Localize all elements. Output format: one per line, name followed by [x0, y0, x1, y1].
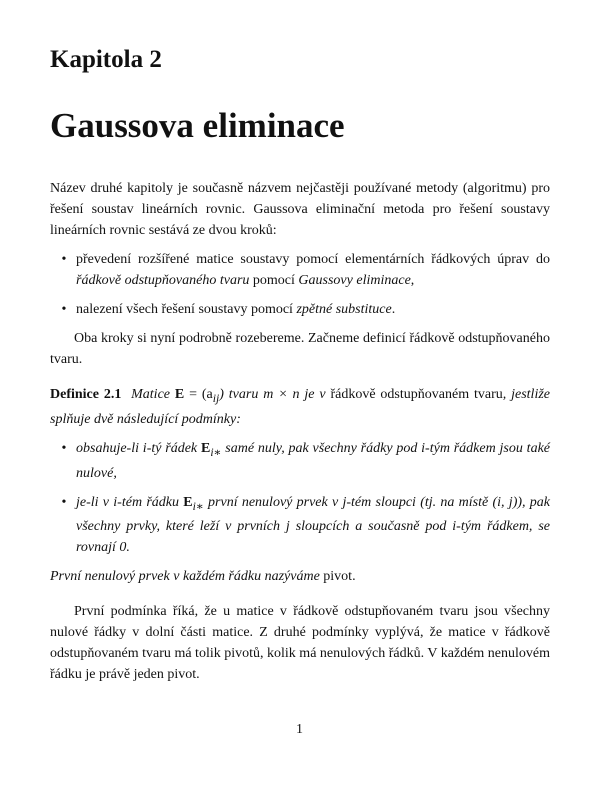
definition-text: = (a: [184, 387, 213, 402]
step-term: řádkově odstupňovaného tvaru: [76, 273, 250, 288]
condition-text: obsahuje-li i-tý řádek: [76, 440, 201, 456]
step-text: pomocí: [249, 273, 299, 288]
definition-text: ) tvaru m × n je v: [219, 387, 331, 402]
document-page: [50, 42, 550, 685]
pivot-text: .: [352, 569, 356, 585]
definition-text: , jestliže splňuje dvě následující podmínky:: [50, 387, 550, 427]
bullet-icon: •: [61, 494, 67, 510]
bullet-icon: •: [61, 440, 67, 456]
bullet-icon: •: [61, 302, 67, 317]
chapter-label: Kapitola 2: [50, 46, 162, 73]
condition-text: první nenulový prvek v j-tém sloupci (tj. na místě (i, j)), pak všechny prvky, které leží v prvních j sloupcích a současně pod i-tým řádkem, se rovnají 0.: [76, 494, 550, 556]
step-text: převedení rozšířené matice soustavy pomocí elementárních řádkových úprav do: [76, 252, 550, 267]
definition-block: [50, 384, 550, 558]
step-term: Gaussovy eliminace: [298, 273, 411, 288]
list-item: [50, 249, 550, 291]
closing-paragraph: První podmínka říká, že u matice v řádkově odstupňovaném tvaru jsou všechny nulové řádky v dolní části matice. Z druhé podmínky vyplývá, že matice v řádkově odstupňovaném tvaru má tolik pivotů, kolik má nenulových řádků. V každém nenulovém řádku je právě jeden pivot.: [50, 604, 550, 683]
pivot-text: První nenulový prvek v každém řádku nazýváme: [50, 569, 324, 585]
definition-term: řádkově odstupňovaném tvaru: [330, 387, 503, 402]
definition-heading: Definice 2.1: [50, 387, 122, 402]
list-item: [50, 438, 550, 484]
conditions-list: [50, 438, 550, 559]
pivot-definition: [50, 566, 550, 587]
subscript: i∗: [210, 445, 222, 459]
step-text: nalezení všech řešení soustavy pomocí: [76, 302, 297, 317]
definition-text: Matice: [131, 387, 175, 402]
matrix-symbol: E: [183, 494, 193, 510]
bullet-icon: •: [61, 252, 67, 267]
chapter-title: Gaussova eliminace: [50, 106, 345, 145]
step-text: .: [391, 302, 396, 317]
list-item: [50, 299, 550, 320]
step-text: ,: [410, 273, 415, 288]
matrix-symbol: E: [200, 440, 211, 456]
list-item: [50, 492, 550, 559]
condition-text: samé nuly, pak všechny řádky pod i-tým řádkem jsou také nulové,: [76, 440, 551, 481]
pivot-term: pivot: [323, 569, 353, 585]
steps-list: [50, 249, 550, 320]
intro-paragraph: Název druhé kapitoly je současně názvem nejčastěji používané metody (algoritmu) pro řešení soustav lineárních rovnic. Gaussova eliminační metoda pro řešení soustavy lineárních rovnic sestává ze dvou kroků:: [50, 181, 550, 238]
definition-statement: [50, 384, 550, 430]
subscript: i∗: [192, 499, 204, 513]
condition-text: je-li v i-tém řádku: [76, 494, 184, 510]
matrix-symbol: E: [174, 387, 185, 402]
step-term: zpětné substituce: [296, 302, 392, 317]
bridge-paragraph: Oba kroky si nyní podrobně rozebereme. Začneme definicí řádkově odstupňovaného tvaru.: [50, 331, 550, 367]
page-number: 1: [296, 722, 303, 737]
subscript: ij: [212, 391, 220, 405]
